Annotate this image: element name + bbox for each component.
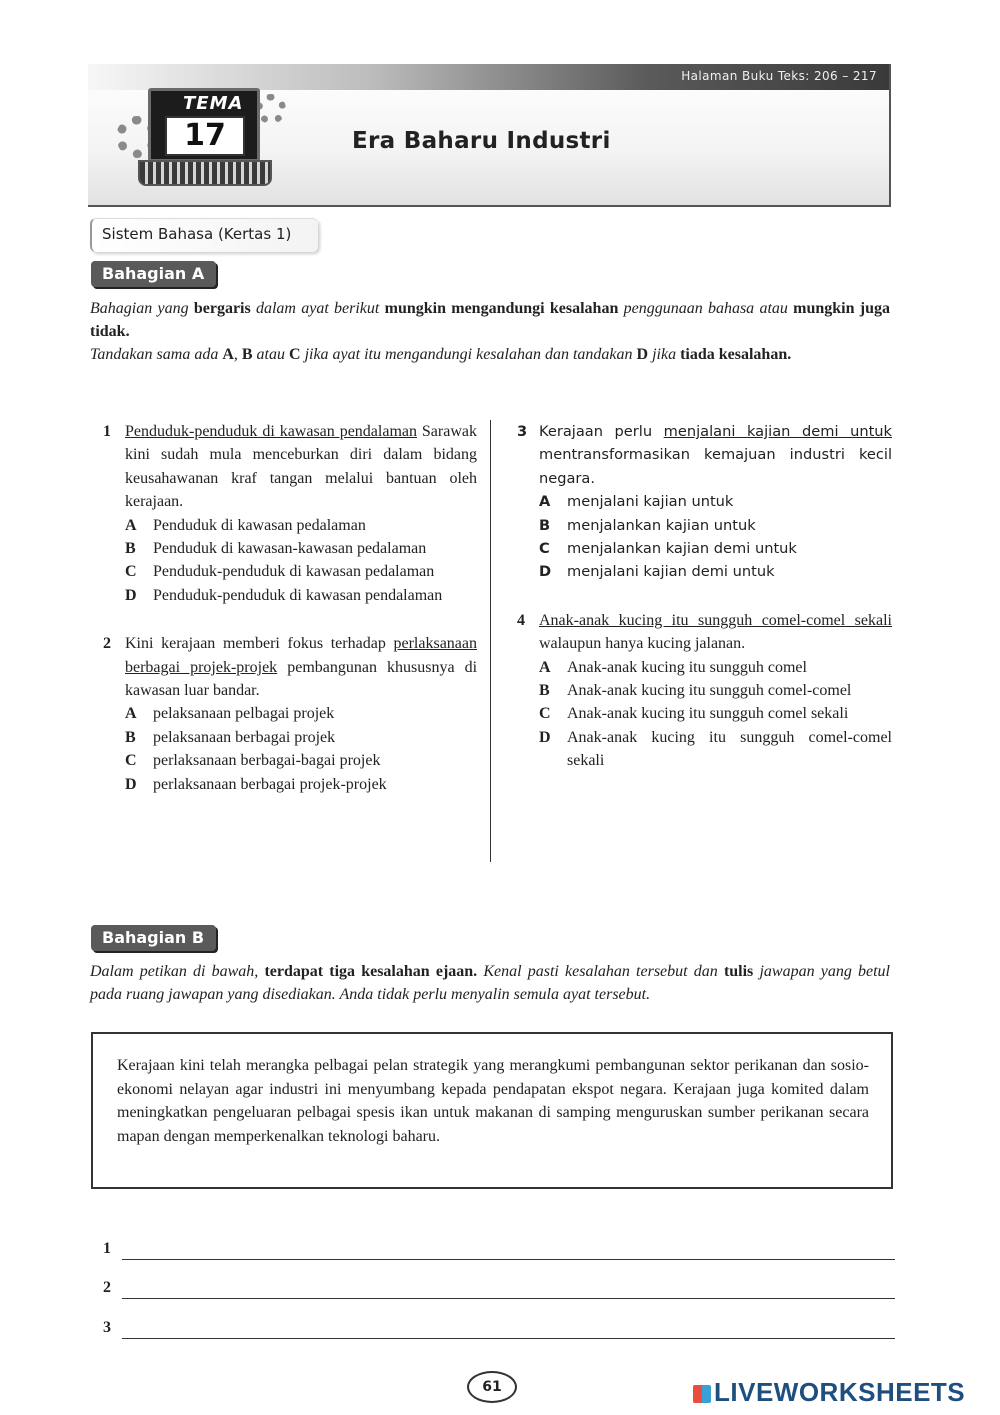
option-b[interactable] (125, 537, 477, 560)
instr-bold: A (222, 346, 234, 363)
question-number: 1 (103, 423, 111, 440)
stem-text: Kini kerajaan memberi fokus terhadap (125, 635, 394, 653)
option-letter: B (125, 728, 136, 746)
stem-text: Kerajaan perlu (539, 423, 664, 440)
passage-text: Kerajaan kini telah merangka pelbagai pelan strategik yang merangkumi pembangunan sektor perikanan dan sosio-ekonomi nelayan agar industri ini menyumbang kepada pendapatan ekspot negara. Kerajaan juga komited dalam meningkatkan pengeluaran pelbagai spesis ikan untuk makanan di samping menguruskan sumber perikanan secara mapan dengan memperkenalkan teknologi baharu. (117, 1057, 869, 1145)
brand-text: LIVEWORKSHEETS (714, 1377, 966, 1407)
option-text: perlaksanaan berbagai projek-projek (153, 775, 387, 793)
instr-bold: D (636, 346, 649, 363)
instr-text: Bahagian yang (90, 300, 194, 317)
answer-line-1[interactable] (103, 1238, 895, 1262)
passage-box (91, 1032, 893, 1189)
laptop-icon (148, 88, 260, 162)
option-letter: A (125, 705, 137, 723)
option-c[interactable] (125, 749, 477, 772)
option-a[interactable] (125, 514, 477, 537)
instr-text: Dalam petikan di bawah, (90, 963, 265, 980)
questions-right-column (517, 420, 892, 798)
stem-text: Sarawak kini sudah mula menceburkan diri dalam bidang keusahawanan kraf tangan melalui bantuan oleh kerajaan. (125, 423, 477, 511)
instr-bold: tiada kesalahan. (680, 346, 792, 363)
answer-number: 1 (103, 1240, 111, 1257)
instr-text: penggunaan bahasa atau (618, 300, 794, 317)
answer-line-2[interactable] (103, 1277, 895, 1301)
question-4 (517, 609, 892, 773)
answer-input-1[interactable] (122, 1259, 895, 1260)
question-stem (125, 632, 477, 702)
instr-bold: tulis (723, 963, 754, 980)
option-text: perlaksanaan berbagai-bagai projek (153, 752, 381, 770)
question-stem (539, 609, 892, 656)
instr-text: , (233, 346, 242, 363)
instr-text: jika (648, 346, 681, 363)
answer-number: 3 (103, 1319, 111, 1336)
option-d[interactable] (125, 773, 477, 796)
bahagian-b-label: Bahagian B (91, 925, 216, 951)
option-text: Penduduk di kawasan pedalaman (153, 516, 366, 534)
option-c[interactable] (539, 702, 892, 725)
bahagian-a-instruction-1 (90, 297, 890, 343)
question-1 (103, 420, 477, 607)
option-letter: B (539, 516, 551, 534)
answer-line-3[interactable] (103, 1317, 895, 1341)
instr-text: jika ayat itu mengandungi kesalahan dan tandakan (300, 346, 637, 363)
column-divider (490, 420, 491, 862)
option-d[interactable] (539, 560, 892, 583)
option-text: Penduduk-penduduk di kawasan pendalaman (153, 586, 443, 604)
instr-bold: terdapat tiga kesalahan ejaan. (264, 963, 478, 980)
option-text: menjalankan kajian demi untuk (567, 540, 797, 558)
option-c[interactable] (539, 537, 892, 560)
textbook-page-range: Halaman Buku Teks: 206 – 217 (681, 69, 877, 83)
option-text: Penduduk-penduduk di kawasan pedalaman (153, 563, 435, 581)
option-text: menjalankan kajian untuk (567, 516, 756, 534)
option-b[interactable] (125, 726, 477, 749)
bahagian-a-instruction-2 (90, 343, 890, 366)
option-text: Anak-anak kucing itu sungguh comel-comel (567, 682, 852, 700)
instr-text: Tandakan sama ada (90, 346, 223, 363)
page-title: Era Baharu Industri (352, 128, 611, 154)
tema-label: TEMA (183, 93, 244, 114)
section-label (90, 218, 318, 252)
option-letter: B (125, 540, 136, 558)
instr-text: atau (252, 346, 289, 363)
banner-top-bar (88, 64, 889, 90)
question-stem (125, 420, 477, 514)
question-2 (103, 632, 477, 796)
tema-number: 17 (165, 116, 245, 156)
section-label-text: Sistem Bahasa (Kertas 1) (102, 225, 292, 243)
underlined-phrase: perlaksanaan berbagai projek-projek (125, 635, 477, 676)
chapter-banner (88, 64, 891, 207)
option-text: Penduduk di kawasan-kawasan pedalaman (153, 540, 427, 558)
option-text: pelaksanaan pelbagai projek (153, 705, 335, 723)
question-number: 3 (517, 423, 528, 440)
option-text: menjalani kajian demi untuk (567, 563, 775, 581)
option-letter: D (125, 775, 137, 793)
stem-text: mentransformasikan kemajuan industri kecil negara. (539, 446, 892, 487)
liveworksheets-logo[interactable] (693, 1378, 965, 1406)
bahagian-a-label: Bahagian A (91, 261, 216, 287)
option-d[interactable] (539, 726, 892, 773)
instr-bold: bergaris (193, 300, 251, 317)
option-letter: A (125, 516, 137, 534)
option-b[interactable] (539, 679, 892, 702)
option-text: Anak-anak kucing itu sungguh comel (567, 658, 807, 676)
instr-text: jawapan yang betul pada ruang jawapan yang disediakan. Anda tidak perlu menyalin semula ayat tersebut. (90, 963, 890, 1003)
underlined-phrase: Penduduk-penduduk di kawasan pendalaman (125, 423, 417, 440)
questions-left-column (103, 420, 477, 821)
option-text: Anak-anak kucing itu sungguh comel sekali (567, 705, 849, 723)
bahagian-b-instruction (90, 960, 890, 1006)
question-3 (517, 420, 892, 584)
instr-bold: mungkin mengandungi kesalahan (384, 300, 619, 317)
option-letter: C (539, 540, 550, 558)
instr-bold: mungkin juga tidak. (90, 300, 891, 340)
question-number: 2 (103, 635, 111, 653)
question-number: 4 (517, 611, 525, 629)
option-text: Anak-anak kucing itu sungguh comel-comel sekali (567, 728, 892, 770)
option-letter: C (125, 752, 137, 770)
option-a[interactable] (125, 702, 477, 725)
underlined-phrase: menjalani kajian demi untuk (663, 423, 892, 440)
instr-bold: C (289, 346, 301, 363)
answer-number: 2 (103, 1279, 111, 1296)
page-number: 61 (467, 1371, 517, 1403)
option-d[interactable] (125, 584, 477, 607)
answer-input-2[interactable] (122, 1298, 895, 1299)
option-letter: D (125, 586, 137, 604)
keyboard-icon (138, 160, 272, 186)
gear-icon (256, 94, 286, 124)
option-letter: C (125, 563, 137, 581)
stem-text: pembangunan khususnya di kawasan luar bandar. (125, 658, 478, 700)
option-a[interactable] (539, 656, 892, 679)
answer-input-3[interactable] (122, 1338, 895, 1339)
underlined-phrase: Anak-anak kucing itu sungguh comel-comel sekali (539, 611, 892, 629)
option-a[interactable] (539, 490, 892, 513)
option-letter: C (539, 705, 551, 723)
option-letter: A (539, 493, 551, 511)
option-letter: D (539, 563, 552, 581)
instr-text: Kenal pasti kesalahan tersebut dan (477, 963, 724, 980)
option-letter: D (539, 728, 551, 746)
option-text: pelaksanaan berbagai projek (153, 728, 336, 746)
option-letter: B (539, 682, 550, 700)
option-letter: A (539, 658, 551, 676)
liveworksheets-icon (693, 1385, 711, 1403)
instr-text: dalam ayat berikut (250, 300, 385, 317)
question-stem (539, 420, 892, 490)
option-c[interactable] (125, 560, 477, 583)
stem-text: walaupun hanya kucing jalanan. (539, 635, 746, 653)
instr-bold: B (241, 346, 253, 363)
option-text: menjalani kajian untuk (567, 493, 734, 511)
option-b[interactable] (539, 514, 892, 537)
